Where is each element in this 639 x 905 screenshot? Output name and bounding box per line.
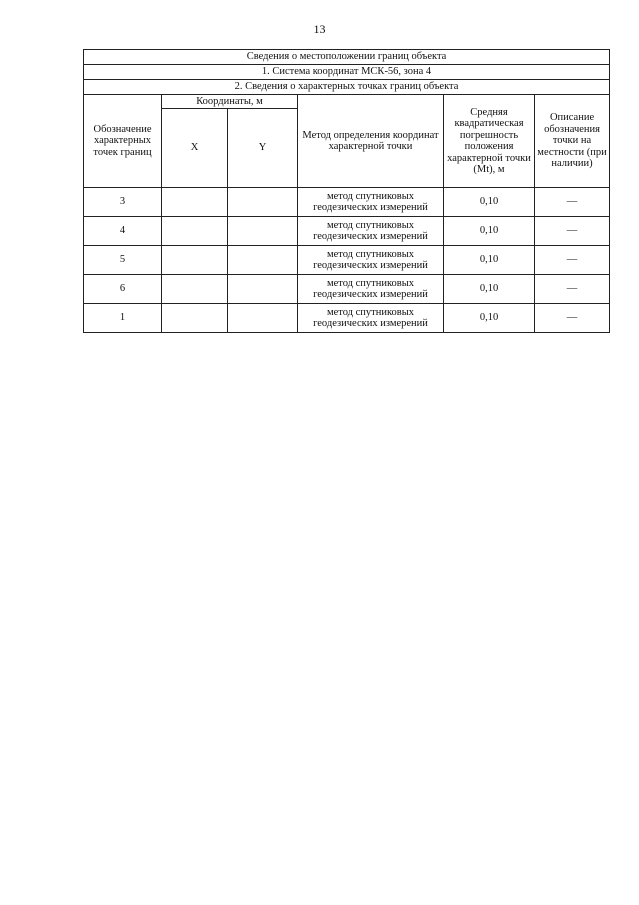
cell-y [228,188,298,217]
coordinate-system: 1. Система координат МСК-56, зона 4 [84,65,610,80]
method-line-1: метод спутниковых [326,306,415,318]
cell-method [298,275,444,304]
points-heading: 2. Сведения о характерных точках границ объекта [84,80,610,95]
table-row [84,275,610,304]
section-title: Сведения о местоположении границ объекта [84,50,610,65]
cell-y [228,304,298,333]
table-section-row [84,80,610,95]
cell-method [298,217,444,246]
cell-x [162,304,228,333]
header-accuracy: Средняя квадратическая погрешность положения характерной точки (Mt), м [444,95,535,188]
table-row [84,246,610,275]
cell-x [162,275,228,304]
cell-description: — [535,188,610,217]
table-row [84,217,610,246]
cell-description: — [535,275,610,304]
method-line-2: геодезических измерений [313,231,428,242]
table-row [84,304,610,333]
cell-method [298,246,444,275]
cell-point: 4 [84,217,162,246]
cell-accuracy: 0,10 [444,246,535,275]
cell-description: — [535,246,610,275]
cell-accuracy: 0,10 [444,188,535,217]
header-x: X [162,109,228,188]
cell-description: — [535,304,610,333]
cell-method [298,304,444,333]
cell-x [162,188,228,217]
table-section-row [84,65,610,80]
header-y: Y [228,109,298,188]
method-line-2: геодезических измерений [313,289,428,300]
table-header-row [84,95,610,109]
table-row [84,188,610,217]
cell-point: 1 [84,304,162,333]
cell-description: — [535,217,610,246]
method-line-2: геодезических измерений [313,318,428,329]
method-line-1: метод спутниковых [326,248,415,260]
cell-y [228,217,298,246]
cell-y [228,246,298,275]
cell-x [162,217,228,246]
method-line-2: геодезических измерений [313,260,428,271]
cell-accuracy: 0,10 [444,304,535,333]
cell-method [298,188,444,217]
header-coordinates: Координаты, м [162,95,298,109]
cell-point: 6 [84,275,162,304]
method-line-1: метод спутниковых [326,190,415,202]
method-line-1: метод спутниковых [326,277,415,289]
method-line-1: метод спутниковых [326,219,415,231]
cell-x [162,246,228,275]
method-line-2: геодезических измерений [313,202,428,213]
header-designation: Обозначение характерных точек границ [84,95,162,188]
cell-accuracy: 0,10 [444,217,535,246]
cell-accuracy: 0,10 [444,275,535,304]
cell-point: 5 [84,246,162,275]
page-number: 13 [313,22,326,36]
header-method: Метод определения координат характерной точки [298,95,444,188]
table-section-row [84,50,610,65]
header-description: Описание обозначения точки на местности (при наличии) [535,95,610,188]
boundary-points-table [83,49,610,333]
cell-y [228,275,298,304]
cell-point: 3 [84,188,162,217]
